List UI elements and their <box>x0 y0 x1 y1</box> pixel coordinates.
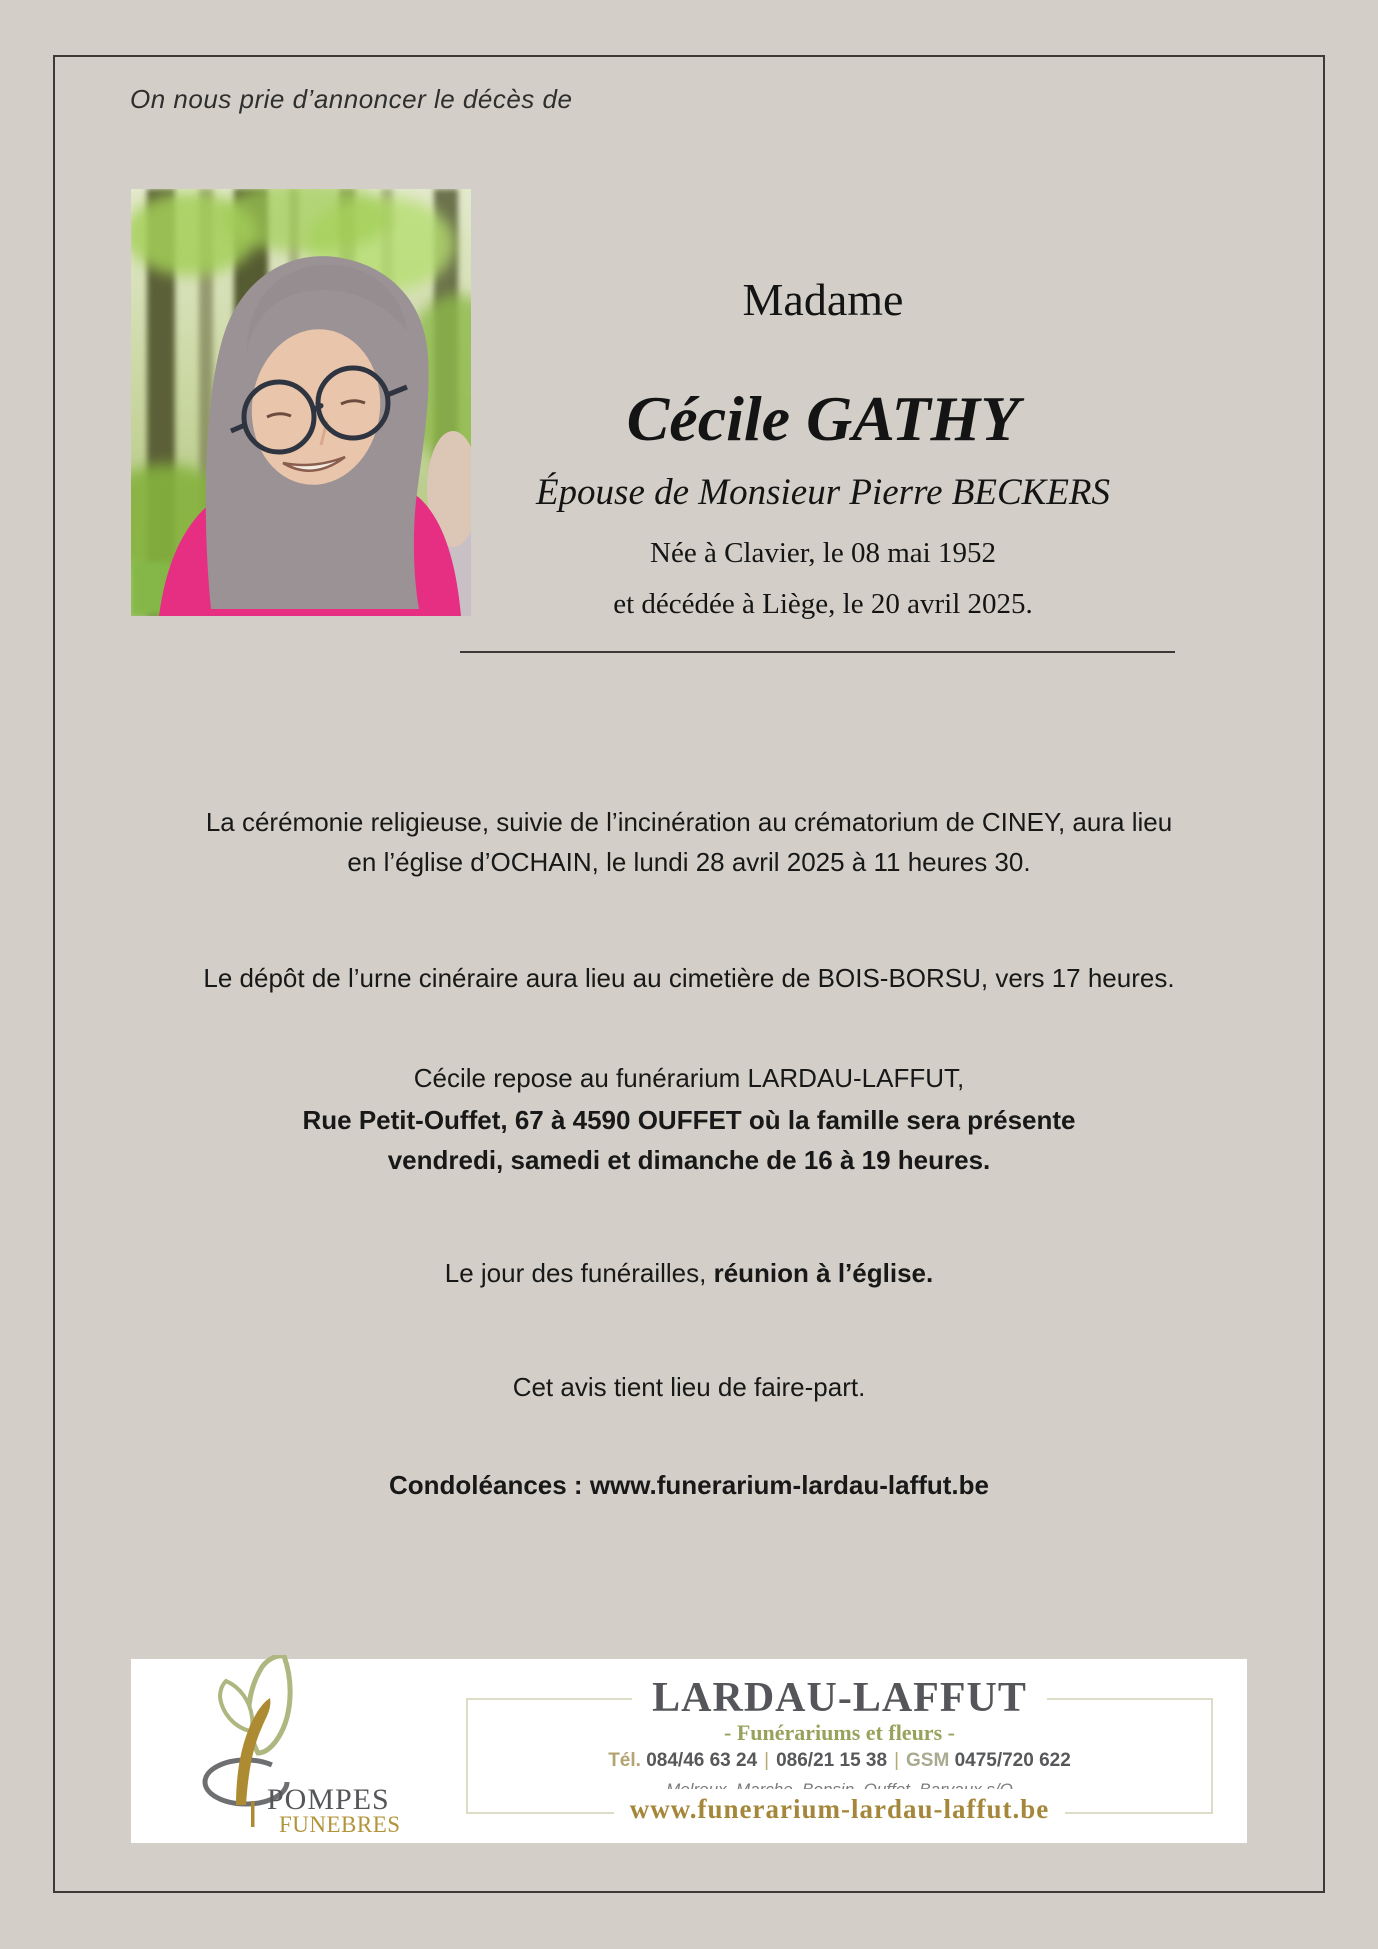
repose-line-1: Cécile repose au funérarium LARDAU-LAFFUT, <box>413 1063 965 1093</box>
footer-band <box>131 1659 1247 1843</box>
footer-info-box <box>466 1675 1213 1824</box>
condolences-line: Condoléances : www.funerarium-lardau-laffut.be <box>389 1470 989 1500</box>
spouse-line: Épouse de Monsieur Pierre BECKERS <box>535 472 1111 513</box>
repose-line-3: vendredi, samedi et dimanche de 16 à 19 heures. <box>387 1145 991 1175</box>
logo-text-funebres: FUNEBRES <box>279 1812 401 1837</box>
separator-2: | <box>894 1750 899 1771</box>
ceremony-line-1: La cérémonie religieuse, suivie de l’incinération au crématorium de CINEY, aura lieu <box>205 807 1173 837</box>
phone-line <box>468 1750 1211 1772</box>
death-line: et décédée à Liège, le 20 avril 2025. <box>613 588 1033 620</box>
urn-line: Le dépôt de l’urne cinéraire aura lieu au cimetière de BOIS-BORSU, vers 17 heures. <box>203 963 1175 993</box>
small-leaf-icon <box>220 1681 252 1731</box>
portrait-illustration <box>131 189 471 616</box>
funeral-day-bold: réunion à l’église. <box>713 1258 934 1288</box>
intro-line: On nous prie d’annoncer le décès de <box>130 84 573 114</box>
logo-text-pompes: POMPES <box>267 1783 390 1816</box>
website-row <box>468 1789 1211 1834</box>
birth-death-block <box>471 528 1175 630</box>
gsm-label: GSM <box>906 1750 950 1771</box>
birth-line: Née à Clavier, le 08 mai 1952 <box>650 537 996 569</box>
tel-number-2: 086/21 15 38 <box>776 1750 888 1771</box>
portrait-photo <box>131 189 471 616</box>
website-url: www.funerarium-lardau-laffut.be <box>614 1789 1065 1829</box>
ceremony-line-2: en l’église d’OCHAIN, le lundi 28 avril 2025 à 11 heures 30. <box>347 847 1031 877</box>
tel-label: Tél. <box>608 1750 641 1771</box>
company-name: LARDAU-LAFFUT <box>632 1676 1047 1720</box>
tel-number-1: 084/46 63 24 <box>646 1750 758 1771</box>
deceased-name: Cécile GATHY <box>626 383 1020 454</box>
title-madame: Madame <box>742 274 904 325</box>
gsm-number: 0475/720 622 <box>954 1750 1071 1771</box>
repose-line-2: Rue Petit-Ouffet, 67 à 4590 OUFFET où la famille sera présente <box>302 1105 1076 1135</box>
divider-line <box>460 651 1175 653</box>
separator-1: | <box>764 1750 770 1771</box>
funeral-day-prefix: Le jour des funérailles, <box>444 1258 714 1288</box>
company-subtitle: - Funérariums et fleurs - <box>724 1720 955 1745</box>
notice-line: Cet avis tient lieu de faire-part. <box>512 1372 866 1402</box>
funeral-day-line <box>55 1255 1323 1291</box>
